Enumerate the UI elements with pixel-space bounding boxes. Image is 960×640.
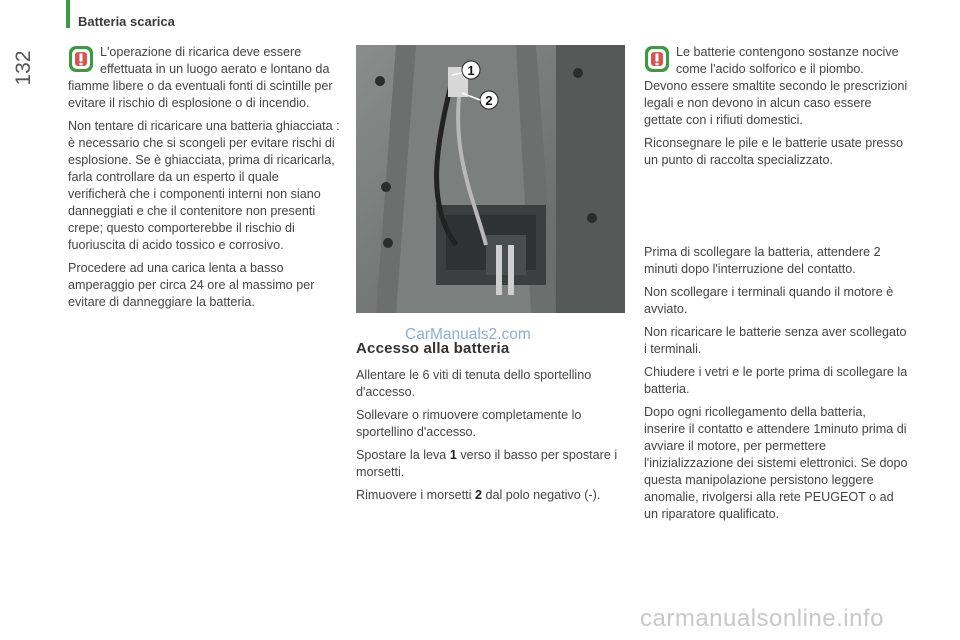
charging-warning-paragraph xyxy=(68,44,340,112)
watermark: CarManuals2.com xyxy=(405,326,531,343)
remove-clamps-paragraph: Rimuovere i morsetti 2 dal polo negativo (-). xyxy=(356,488,601,502)
photo-callout-1: 1 xyxy=(467,63,475,78)
photo-callout-2: 2 xyxy=(485,93,493,108)
close-windows-paragraph: Chiudere i vetri e le porte prima di scollegare la batteria. xyxy=(644,365,908,396)
battery-access-heading: Accesso alla batteria xyxy=(356,340,510,357)
slow-charge-paragraph: Procedere ad una carica lenta a basso amperaggio per circa 24 ore al massimo per evitare di danneggiare la batteria. xyxy=(68,261,315,309)
section-accent-bar xyxy=(66,0,70,28)
no-charge-paragraph: Non ricaricare le batterie senza aver scollegato i terminali. xyxy=(644,325,907,356)
frozen-battery-paragraph: Non tentare di ricaricare una batteria ghiacciata : è necessario che si scongeli per evitare rischi di esplosione. Se è ghiacciata, prima di ricaricarla, farla controllare da un esperto il quale verificherà che i componenti interni non siano danneggiati e che il contenitore non presenti crepe; questo comporterebbe il rischio di fuoriuscita di acido tossico e corrosivo. xyxy=(68,119,340,252)
recycling-paragraph: Riconsegnare le pile e le batterie usate presso un punto di raccolta specializzato. xyxy=(644,136,904,167)
harmful-substances-paragraph xyxy=(644,44,910,129)
engine-running-paragraph: Non scollegare i terminali quando il motore è avviato. xyxy=(644,285,894,316)
warning-icon xyxy=(68,45,94,73)
lever-reference: 1 xyxy=(449,448,457,462)
reconnection-paragraph: Dopo ogni ricollegamento della batteria, inserire il contatto e attendere 1minuto prima di avviare il motore, per permettere l'inizializzazione dei sistemi elettronici. Se dopo questa manipolazione persistono leggere anomalie, rivolgersi alla rete PEUGEOT o ad un riparatore qualificato. xyxy=(644,405,908,521)
move-lever-paragraph: Spostare la leva 1 verso il basso per spostare i morsetti. xyxy=(356,448,618,479)
battery-access-column xyxy=(356,340,628,510)
loosen-screws-paragraph: Allentare le 6 viti di tenuta dello sportellino d'accesso. xyxy=(356,368,592,399)
page-number: 132 xyxy=(12,50,35,86)
warning-icon xyxy=(644,45,670,73)
section-title: Batteria scarica xyxy=(78,14,175,29)
footer-watermark: carmanualsonline.info xyxy=(640,605,884,632)
disposal-warning-column xyxy=(644,44,910,175)
harmful-substances-text: Le batterie contengono sostanze nocive come l'acido solforico e il piombo. Devono essere smaltite secondo le prescrizioni legali e non devono in alcun caso essere gettate con i rifiuti domestici. xyxy=(644,45,908,127)
disconnection-notes-column xyxy=(644,244,910,529)
lift-cover-paragraph: Sollevare o rimuovere completamente lo sportellino d'accesso. xyxy=(356,408,582,439)
charging-warning-column xyxy=(68,44,340,317)
battery-compartment-photo xyxy=(356,45,625,313)
wait-paragraph: Prima di scollegare la batteria, attendere 2 minuti dopo l'interruzione del contatto. xyxy=(644,245,881,276)
charging-location-text: L'operazione di ricarica deve essere effettuata in un luogo aerato e lontano da fiamme libere o da eventuali fonti di scintille per evitare il rischio di esplosione o di incendio. xyxy=(68,45,333,110)
clamp-reference: 2 xyxy=(474,488,482,502)
